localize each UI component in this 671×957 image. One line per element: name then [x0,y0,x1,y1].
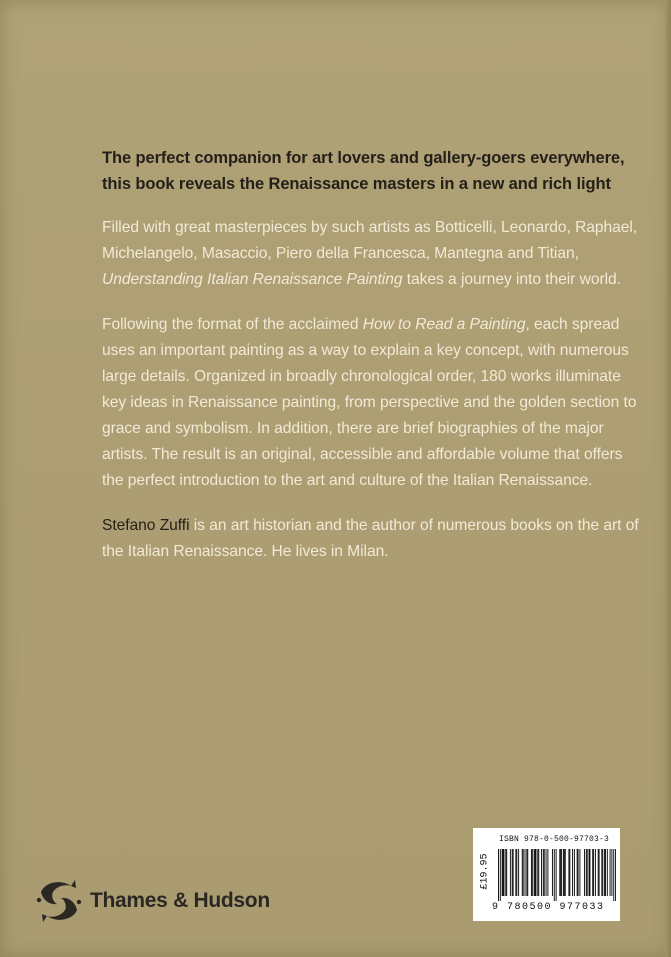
barcode-bar [525,849,526,896]
publisher-name: Thames & Hudson [90,889,270,912]
author-bio-text: is an art historian and the author of numerous books on the art of the Italian Renaissance. He lives in Milan. [102,517,639,560]
barcode-bar [515,849,516,896]
barcode-bar [610,849,611,896]
para2-text-after: , each spread uses an important painting as a way to explain a key concept, with numerous large details. Organized in broadly chronological order, 180 works illuminate key ideas in Renaissance painting, from perspective and the golden section to grace and symbolism. In addition, there are brief biographies of the major artists. The result is an original, accessible and affordable volume that offers the perfect introduction to the art and culture of the Italian Renaissance. [102,316,637,489]
blurb [102,145,642,584]
barcode-bar [523,849,524,896]
barcode-bar [605,849,606,896]
barcode-bar [522,849,523,896]
barcode-bar [537,849,538,896]
barcode-bar [584,849,585,896]
barcode-label [473,828,620,921]
barcode-bars [498,849,616,901]
barcode-bar [578,849,579,896]
barcode-bar [589,849,590,896]
author-bio [102,513,642,565]
barcode-bar [569,849,570,896]
author-name: Stefano Zuffi [102,517,190,534]
barcode-bar [560,849,561,896]
barcode-bar [547,849,548,896]
barcode-bar [512,849,513,896]
barcode-bar [498,849,499,901]
cover-edge [665,0,671,957]
barcode-bar [565,849,566,896]
barcode-bar [599,849,600,896]
barcode-bar [577,849,578,896]
para2-text-before: Following the format of the acclaimed [102,316,363,333]
barcode-bar [556,849,557,901]
barcode-bar [536,849,537,896]
barcode-bar [502,849,503,896]
description-paragraph-2 [102,312,642,494]
description-paragraph-1 [102,215,642,293]
barcode-bar [611,849,612,896]
publisher-logo [35,878,270,924]
barcode-bar [543,849,544,896]
barcode-bar [544,849,545,896]
barcode-bar [595,849,596,896]
barcode-bar [503,849,504,896]
barcode-bar [503,849,504,896]
barcode-bar [592,849,593,896]
headline: The perfect companion for art lovers and gallery-goers everywhere, this book reveals the Renaissance masters in a new and rich light [102,149,625,193]
barcode-bar [532,849,533,896]
barcode-bar [579,849,580,896]
barcode-bar [534,849,535,896]
barcode-bar [526,849,527,896]
barcode-bar [518,849,519,896]
barcode-bar [527,849,528,896]
barcode-bar [601,849,602,896]
barcode-bar [510,849,511,896]
barcode-bar [586,849,587,896]
barcode-bar [589,849,590,896]
barcode-bar [516,849,517,896]
barcode-bar [593,849,594,896]
barcode-bar [561,849,562,896]
barcode-bar [541,849,542,896]
price-label [474,846,496,896]
barcode-bar [572,849,573,896]
thames-hudson-dolphins-icon [35,878,83,924]
barcode-bar [506,849,507,896]
barcode-bar [538,849,539,896]
barcode-bar [513,849,514,896]
barcode-bar [535,849,536,896]
barcode-bar [552,849,553,896]
isbn-label: ISBN 978-0-500-97703-3 [499,835,610,844]
barcode-bar [574,849,575,896]
barcode-digits: 9 780500 977033 [492,902,605,913]
book-title: Understanding Italian Renaissance Painting [102,271,403,288]
para1-text-after: takes a journey into their world. [402,271,621,288]
price-text: £19.95 [479,852,491,890]
barcode-bar [613,849,614,901]
barcode-bar [531,849,532,896]
barcode-bar [587,849,588,896]
barcode-bar [564,849,565,896]
barcode-bar [563,849,564,896]
barcode-bar [554,849,555,901]
related-book-title: How to Read a Painting [362,316,526,333]
barcode-bar [500,849,501,901]
barcode-bar [615,849,616,901]
barcode-bar [546,849,547,896]
barcode-bar [568,849,569,896]
barcode-bar [607,849,608,896]
barcode-bar [559,849,560,896]
barcode-bar [602,849,603,896]
barcode-bar [604,849,605,896]
barcode-bar [598,849,599,896]
para1-text-before: Filled with great masterpieces by such artists as Botticelli, Leonardo, Raphael, Michelangelo, Masaccio, Piero della Francesca, Mantegna and Titian, [102,219,638,262]
barcode-bar [505,849,506,896]
